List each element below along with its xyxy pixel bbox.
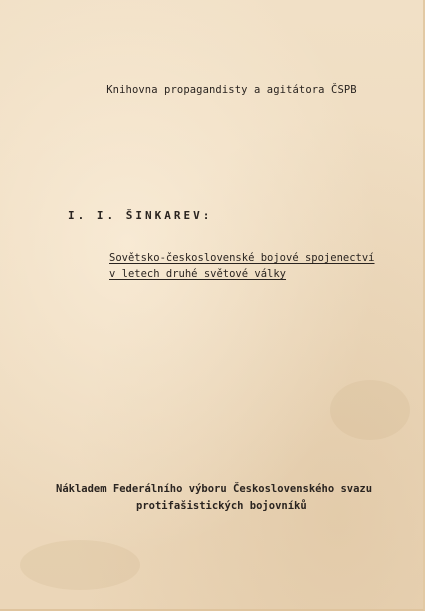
paper-stain [330, 380, 410, 440]
series-line: Knihovna propagandisty a agitátora ČSPB [106, 84, 357, 96]
paper-stain [20, 540, 140, 590]
author-name: I. I. ŠINKAREV: [68, 209, 213, 222]
publisher-imprint [56, 481, 416, 515]
publisher-line-1: Nákladem Federálního výboru Československého svazu [56, 483, 373, 495]
publisher-line-2: protifašistických bojovníků [136, 500, 307, 512]
book-title [109, 250, 375, 282]
book-title-line-2: v letech druhé světové války [109, 268, 287, 280]
book-title-line-1: Sovětsko-československé bojové spojenectví [109, 252, 375, 264]
